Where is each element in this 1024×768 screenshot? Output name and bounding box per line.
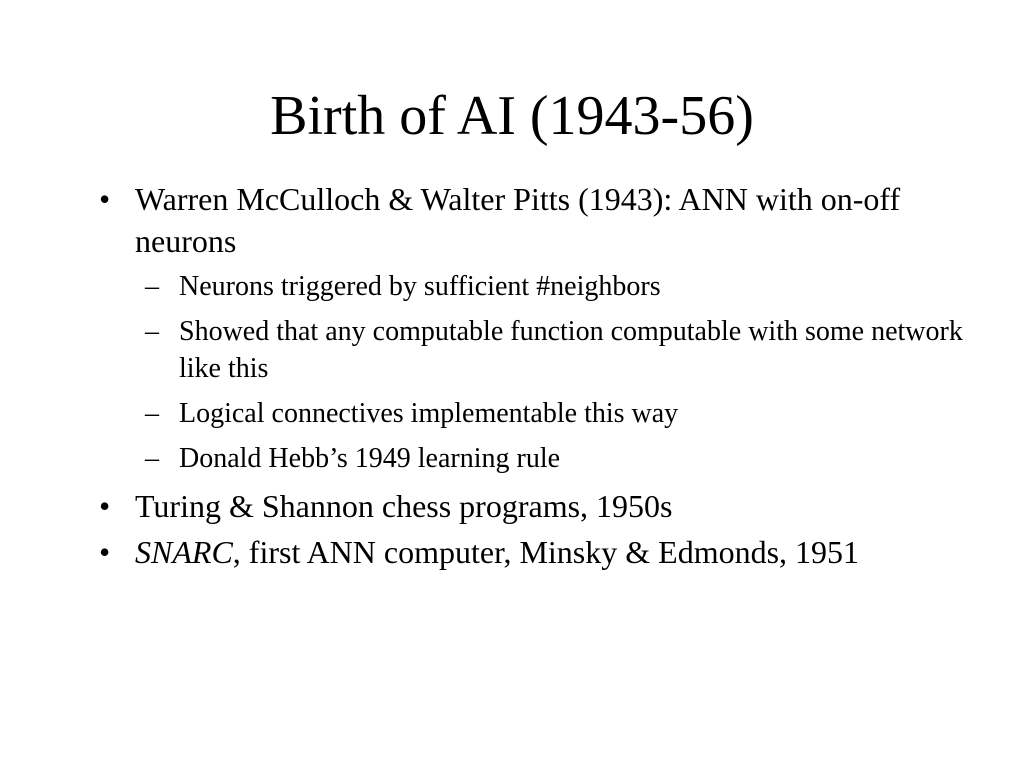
dash-marker: –	[145, 398, 159, 429]
bullet-item	[95, 485, 975, 527]
sub-bullet-text: Logical connectives implementable this way	[179, 398, 679, 429]
sub-bullet-item	[95, 440, 975, 477]
bullet-text: Warren McCulloch & Walter Pitts (1943): ANN with on-off neurons	[135, 181, 901, 259]
bullet-text: Turing & Shannon chess programs, 1950s	[135, 488, 673, 524]
sub-bullet-item	[95, 313, 975, 387]
dash-marker: –	[145, 316, 159, 347]
bullet-marker: •	[99, 488, 111, 524]
sub-bullet-text: Donald Hebb’s 1949 learning rule	[179, 443, 561, 474]
bullet-marker: •	[99, 181, 111, 217]
bullet-item	[95, 531, 975, 573]
sub-bullet-text: Showed that any computable function computable with some network like this	[179, 316, 963, 384]
bullet-marker: •	[99, 534, 111, 570]
sub-bullet-item	[95, 268, 975, 305]
sub-bullet-item	[95, 395, 975, 432]
bullet-text: , first ANN computer, Minsky & Edmonds, 1951	[232, 534, 860, 570]
bullet-item	[95, 178, 975, 262]
slide-title: Birth of AI (1943-56)	[270, 85, 754, 147]
snarc-italic-text: SNARC	[135, 534, 233, 570]
sub-bullet-text: Neurons triggered by sufficient #neighbors	[179, 271, 661, 302]
bullet-list	[95, 178, 975, 577]
sub-bullet-list	[95, 268, 975, 477]
dash-marker: –	[145, 271, 159, 302]
dash-marker: –	[145, 443, 159, 474]
